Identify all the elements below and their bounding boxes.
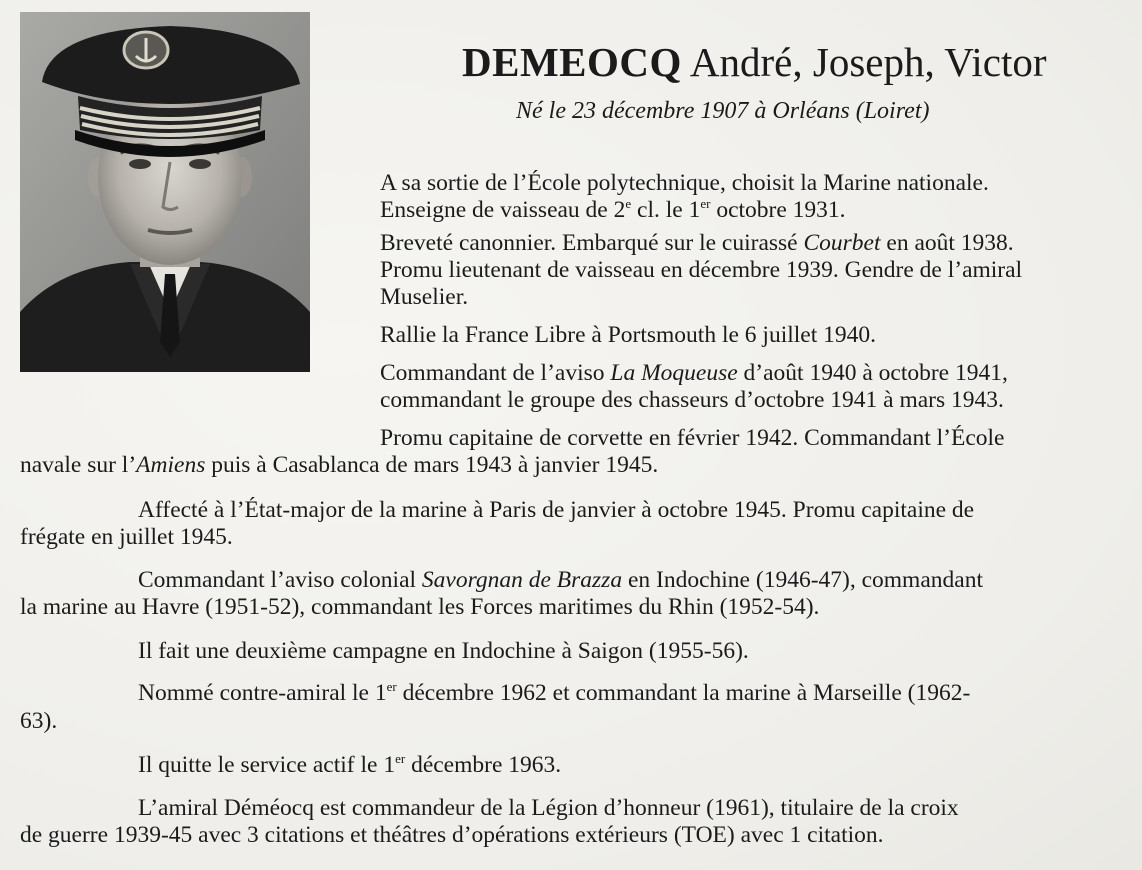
bio-line-13: Commandant l’aviso colonial Savorgnan de Brazza en Indochine (1946-47), commandant: [138, 567, 983, 593]
bio-line-17: 63).: [20, 708, 58, 734]
bio-line-20: de guerre 1939-45 avec 3 citations et théâtres d’opérations extérieurs (TOE) avec 1 citation.: [20, 822, 884, 848]
bio-line-2: Enseigne de vaisseau de 2e cl. le 1er octobre 1931.: [380, 196, 846, 223]
bio-line-1: A sa sortie de l’École polytechnique, choisit la Marine nationale.: [380, 170, 989, 196]
bio-line-10: navale sur l’Amiens puis à Casablanca de mars 1943 à janvier 1945.: [20, 452, 659, 478]
ship-name: La Moqueuse: [610, 360, 738, 386]
ship-name: Courbet: [803, 230, 881, 256]
bio-line-3: Breveté canonnier. Embarqué sur le cuirassé Courbet en août 1938.: [380, 230, 1014, 256]
bio-line-16: Nommé contre-amiral le 1er décembre 1962 et commandant la marine à Marseille (1962-: [138, 679, 971, 706]
bio-line-5: Muselier.: [380, 284, 469, 310]
portrait-photo: [20, 12, 310, 372]
person-name-heading: [462, 38, 1082, 86]
bio-line-4: Promu lieutenant de vaisseau en décembre 1939. Gendre de l’amiral: [380, 257, 1023, 283]
bio-line-8: commandant le groupe des chasseurs d’octobre 1941 à mars 1943.: [380, 387, 1004, 413]
bio-line-9: Promu capitaine de corvette en février 1942. Commandant l’École: [380, 425, 1005, 451]
bio-line-14: la marine au Havre (1951-52), commandant les Forces maritimes du Rhin (1952-54).: [20, 594, 820, 620]
bio-line-18: Il quitte le service actif le 1er décembre 1963.: [138, 751, 562, 778]
surname: DEMEOCQ: [462, 39, 682, 85]
ship-name: Savorgnan de Brazza: [421, 567, 623, 593]
bio-line-12: frégate en juillet 1945.: [20, 524, 233, 550]
bio-line-7: Commandant de l’aviso La Moqueuse d’août 1940 à octobre 1941,: [380, 360, 1008, 386]
bio-line-15: Il fait une deuxième campagne en Indochine à Saigon (1955-56).: [138, 638, 749, 664]
bio-line-6: Rallie la France Libre à Portsmouth le 6 juillet 1940.: [380, 322, 877, 348]
bio-line-19: L’amiral Déméocq est commandeur de la Légion d’honneur (1961), titulaire de la croix: [138, 795, 959, 821]
bio-line-11: Affecté à l’État-major de la marine à Paris de janvier à octobre 1945. Promu capitaine de: [138, 497, 975, 523]
ship-name: Amiens: [136, 452, 206, 478]
birth-line: Né le 23 décembre 1907 à Orléans (Loiret): [516, 98, 930, 124]
given-names: André, Joseph, Victor: [689, 39, 1047, 85]
